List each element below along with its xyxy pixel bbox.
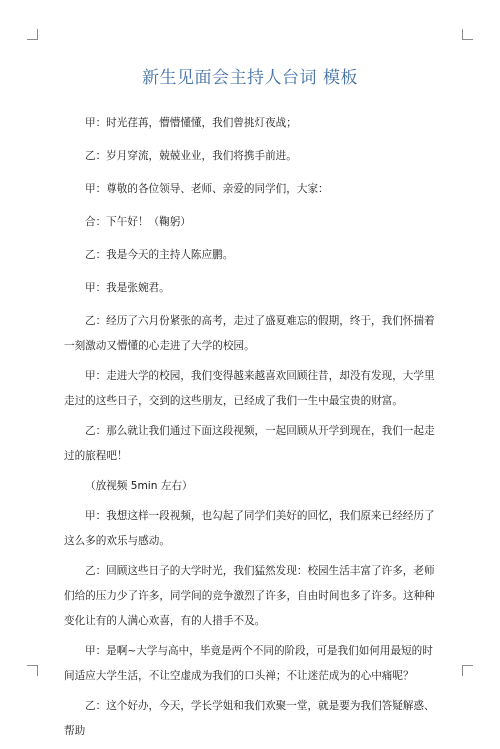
document-title: 新生见面会主持人台词 模板: [142, 68, 358, 88]
paragraph: 甲：我想这样一段视频，也勾起了同学们美好的回忆，我们原来已经经历了这么多的欢乐与感动。: [64, 510, 435, 547]
paragraph: 乙：这个好办，今天，学长学姐和我们欢聚一堂，就是要为我们答疑解惑、帮助: [64, 700, 435, 737]
crop-mark-bottom-left: [27, 665, 38, 676]
paragraph: 甲：尊敬的各位领导、老师、亲爱的同学们，大家：: [85, 183, 329, 195]
paragraph: 甲：是啊~大学与高中，毕竟是两个不同的阶段，可是我们如何用最短的时间适应大学生活，不让空虚成为我们的口头禅；不让迷茫成为的心中痛呢？: [64, 645, 433, 682]
paragraph: 乙：我是今天的主持人陈应鹏。: [85, 249, 234, 261]
paragraph: 合：下午好！（鞠躬）: [85, 216, 191, 228]
paragraph: （放视频 5min 左右）: [85, 480, 193, 492]
paragraph: 乙：回顾这些日子的大学时光，我们猛然发现：校园生活丰富了许多，老师们给的压力少了许多，同学间的竞争激烈了许多，自由时间也多了许多。这种种变化让有的人满心欢喜，有的人措手不及。: [64, 565, 435, 627]
crop-mark-bottom-right: [462, 665, 473, 676]
paragraph: 甲：我是张婉君。: [85, 282, 170, 294]
document-body: [64, 111, 438, 749]
paragraph: 乙：经历了六月份紧张的高考，走过了盛夏难忘的假期，终于，我们怀揣着一刻激动又懵懂的心走进了大学的校园。: [64, 315, 435, 352]
crop-mark-top-right: [462, 29, 473, 40]
paragraph: 甲：时光荏苒，懵懵懂懂，我们曾挑灯夜战；: [85, 117, 297, 129]
paragraph: 乙：岁月穿流，兢兢业业，我们将携手前进。: [85, 150, 297, 162]
paragraph: 甲：走进大学的校园，我们变得越来越喜欢回顾往昔，却没有发现，大学里走过的这些日子，交到的这些朋友，已经成了我们一生中最宝贵的财富。: [64, 370, 435, 407]
crop-mark-top-left: [27, 29, 38, 40]
paragraph: 乙：那么就让我们通过下面这段视频，一起回顾从开学到现在，我们一起走过的旅程吧！: [64, 425, 435, 462]
